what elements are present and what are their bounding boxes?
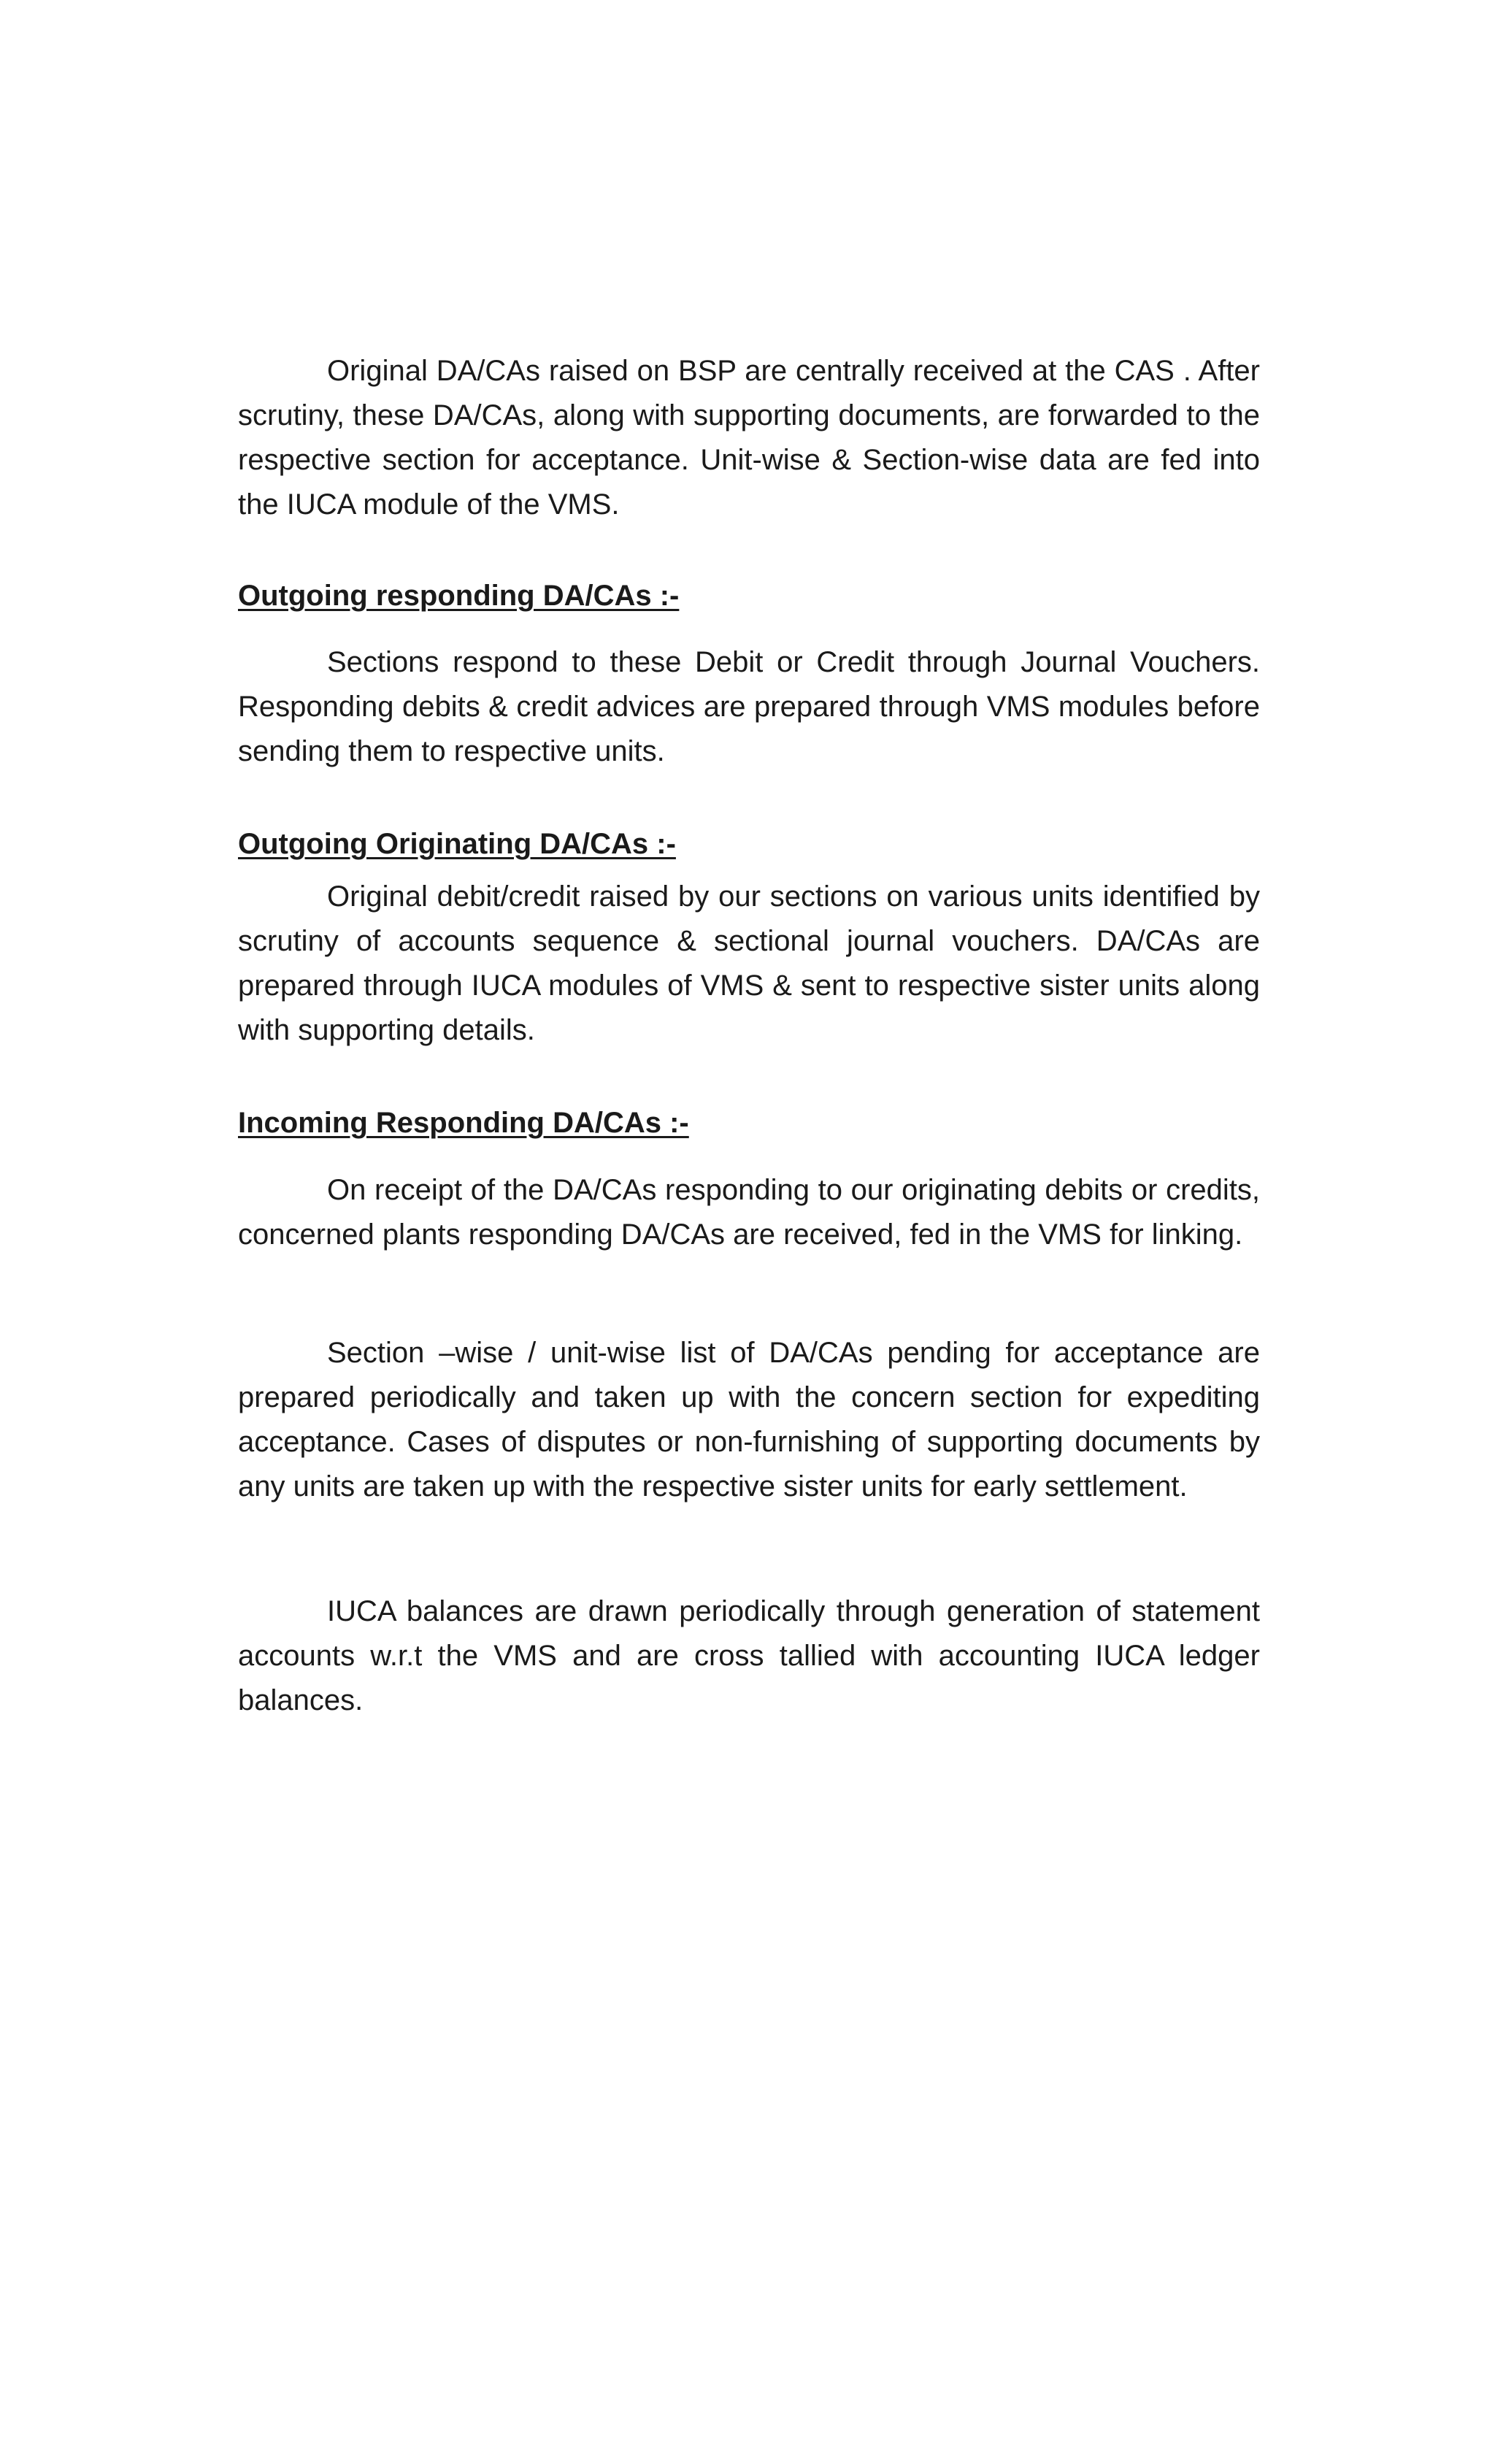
paragraph-pending-acceptance: Section –wise / unit-wise list of DA/CAs pending for acceptance are prepared periodically and taken up with the concern section for expediting acceptance. Cases of disputes or non-furnishing of supporting documents by any units are taken up with the respective sister units for early settlement. bbox=[238, 1337, 1260, 1502]
paragraph-outgoing-responding: Sections respond to these Debit or Credit through Journal Vouchers. Responding debits & credit advices are prepared through VMS modules before sending them to respective units. bbox=[238, 646, 1260, 767]
paragraph-incoming-responding: On receipt of the DA/CAs responding to our originating debits or credits, concerned plants responding DA/CAs are received, fed in the VMS for linking. bbox=[238, 1174, 1260, 1251]
paragraph-iuca-balances: IUCA balances are drawn periodically through generation of statement accounts w.r.t the VMS and are cross tallied with accounting IUCA ledger balances. bbox=[238, 1595, 1260, 1716]
heading-outgoing-responding: Outgoing responding DA/CAs :- bbox=[238, 580, 680, 612]
intro-paragraph: Original DA/CAs raised on BSP are centrally received at the CAS . After scrutiny, these DA/CAs, along with supporting documents, are forwarded to the respective section for acceptance. Unit-wise & Section-wise data are fed into the IUCA module of the VMS. bbox=[238, 355, 1260, 521]
heading-outgoing-originating: Outgoing Originating DA/CAs :- bbox=[238, 828, 676, 860]
heading-incoming-responding: Incoming Responding DA/CAs :- bbox=[238, 1107, 689, 1139]
paragraph-outgoing-originating: Original debit/credit raised by our sections on various units identified by scrutiny of accounts sequence & sectional journal vouchers. DA/CAs are prepared through IUCA modules of VMS & sent to respective sister units along with supporting details. bbox=[238, 880, 1260, 1046]
